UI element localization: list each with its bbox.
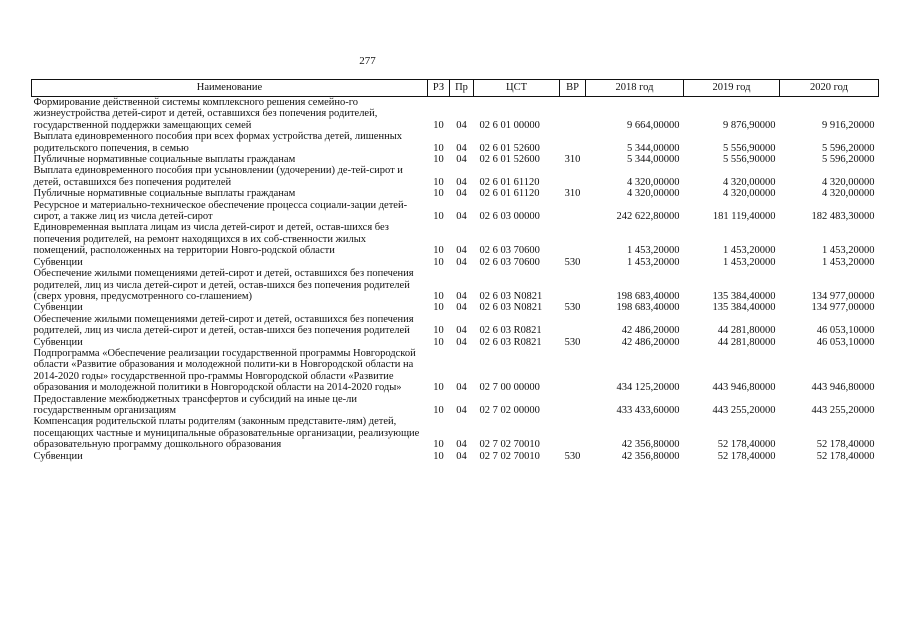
cell-y2020: 182 483,30000 <box>811 211 875 223</box>
cell-y2019: 1 453,20000 <box>723 256 776 268</box>
table-row <box>32 268 879 302</box>
header-2018: 2018 год <box>586 80 684 97</box>
cell-vr <box>560 200 586 223</box>
cell-rz: 10 <box>433 290 444 302</box>
cell-pr: 04 <box>456 154 467 166</box>
table-row <box>32 337 879 348</box>
header-2019: 2019 год <box>684 80 780 97</box>
cell-rz: 10 <box>433 302 444 314</box>
cell-rz: 10 <box>433 211 444 223</box>
cell-rz: 10 <box>433 176 444 188</box>
cell-rz: 10 <box>433 154 444 166</box>
cell-vr <box>560 314 586 337</box>
cell-y2019: 4 320,00000 <box>723 188 776 200</box>
table-row <box>32 188 879 199</box>
table-row <box>32 154 879 165</box>
cell-name: Подпрограмма «Обеспечение реализации государственной программы Новгородской области «Развитие образования и молодежной полити-ки в Новгородской области на 2014-2020 годы» государственной про-граммы Новгородской области «Развитие образования и молодежной политики в Новгородской области на 2014-2020 годы» <box>33 347 416 394</box>
cell-y2020: 5 596,20000 <box>822 154 875 166</box>
cell-pr: 04 <box>456 290 467 302</box>
cell-vr: 530 <box>564 256 581 268</box>
cell-y2019: 52 178,40000 <box>717 450 776 462</box>
cell-cst: 02 6 01 00000 <box>479 119 540 131</box>
cell-vr <box>560 348 586 394</box>
cell-pr: 04 <box>456 439 467 451</box>
cell-pr: 04 <box>456 336 467 348</box>
cell-y2020: 9 916,20000 <box>822 119 875 131</box>
header-rz: РЗ <box>428 80 450 97</box>
cell-name: Компенсация родительской платы родителям (законным представите-лям) детей, посещающих частные и муниципальные образовательные организации, реализующие образовательную программу дошкольного образования <box>33 416 420 451</box>
cell-cst: 02 6 01 52600 <box>479 142 540 154</box>
cell-y2018: 434 125,20000 <box>616 382 680 394</box>
cell-cst: 02 7 02 00000 <box>479 404 540 416</box>
header-pr: Пр <box>450 80 474 97</box>
header-vr: ВР <box>560 80 586 97</box>
cell-y2020: 46 053,10000 <box>816 325 875 337</box>
cell-y2019: 4 320,00000 <box>723 176 776 188</box>
cell-cst: 02 6 01 61120 <box>479 188 540 200</box>
cell-name: Предоставление межбюджетных трансфертов и субсидий на иные це-ли государственным организациям <box>33 393 358 416</box>
cell-cst: 02 6 03 70600 <box>479 245 540 257</box>
cell-rz: 10 <box>433 256 444 268</box>
table-row <box>32 97 879 132</box>
cell-pr: 04 <box>456 325 467 337</box>
cell-cst: 02 7 00 00000 <box>479 382 540 394</box>
cell-rz: 10 <box>433 382 444 394</box>
cell-y2019: 181 119,40000 <box>712 211 776 223</box>
table-row <box>32 257 879 268</box>
cell-vr <box>560 268 586 302</box>
cell-y2018: 42 356,80000 <box>621 450 680 462</box>
cell-y2020: 5 596,20000 <box>822 142 875 154</box>
cell-y2019: 135 384,40000 <box>712 290 776 302</box>
cell-cst: 02 6 03 N0821 <box>479 302 543 314</box>
cell-vr <box>560 416 586 450</box>
cell-y2020: 52 178,40000 <box>816 450 875 462</box>
cell-pr: 04 <box>456 119 467 131</box>
cell-name: Публичные нормативные социальные выплаты гражданам <box>33 154 296 166</box>
cell-rz: 10 <box>433 439 444 451</box>
cell-pr: 04 <box>456 450 467 462</box>
cell-pr: 04 <box>456 256 467 268</box>
cell-pr: 04 <box>456 404 467 416</box>
cell-cst: 02 7 02 70010 <box>479 450 540 462</box>
cell-vr: 530 <box>564 302 581 314</box>
cell-y2018: 198 683,40000 <box>616 302 680 314</box>
header-row <box>32 80 879 97</box>
cell-y2020: 134 977,00000 <box>811 290 875 302</box>
cell-cst: 02 6 03 R0821 <box>479 336 542 348</box>
cell-y2020: 46 053,10000 <box>816 336 875 348</box>
header-name: Наименование <box>32 80 428 97</box>
cell-y2018: 9 664,00000 <box>627 119 680 131</box>
cell-y2019: 44 281,80000 <box>717 336 776 348</box>
cell-vr <box>560 165 586 188</box>
cell-pr: 04 <box>456 211 467 223</box>
cell-vr: 310 <box>564 154 581 166</box>
cell-pr: 04 <box>456 302 467 314</box>
cell-cst: 02 6 03 R0821 <box>479 325 542 337</box>
cell-y2019: 9 876,90000 <box>723 119 776 131</box>
cell-y2018: 1 453,20000 <box>627 245 680 257</box>
cell-name: Ресурсное и материально-техническое обеспечение процесса социали-зации детей-сирот, а также лиц из числа детей-сирот <box>33 199 408 223</box>
cell-y2018: 198 683,40000 <box>616 290 680 302</box>
cell-y2018: 42 356,80000 <box>621 439 680 451</box>
page-number: 277 <box>359 55 376 67</box>
cell-y2020: 1 453,20000 <box>822 256 875 268</box>
cell-y2018: 4 320,00000 <box>627 188 680 200</box>
cell-y2020: 443 946,80000 <box>811 382 875 394</box>
cell-rz: 10 <box>433 325 444 337</box>
cell-vr: 530 <box>564 336 581 348</box>
cell-vr <box>560 97 586 132</box>
cell-rz: 10 <box>433 450 444 462</box>
cell-y2018: 433 433,60000 <box>616 404 680 416</box>
cell-pr: 04 <box>456 188 467 200</box>
cell-y2018: 5 344,00000 <box>627 142 680 154</box>
cell-y2019: 135 384,40000 <box>712 302 776 314</box>
cell-name: Субвенции <box>33 302 83 314</box>
cell-name: Выплата единовременного пособия при усыновлении (удочерении) де-тей-сирот и детей, оставшихся без попечения родителей <box>33 165 403 188</box>
cell-rz: 10 <box>433 119 444 131</box>
header-2020: 2020 год <box>780 80 879 97</box>
cell-rz: 10 <box>433 336 444 348</box>
cell-pr: 04 <box>456 382 467 394</box>
cell-y2018: 242 622,80000 <box>616 211 680 223</box>
cell-name: Обеспечение жилыми помещениями детей-сирот и детей, оставшихся без попечения родителей, лиц из числа детей-сирот и детей, остав-шихся без попечения родителей (сверх уровня, предусмотренного со-глашением) <box>33 268 414 302</box>
cell-pr: 04 <box>456 142 467 154</box>
cell-y2020: 134 977,00000 <box>811 302 875 314</box>
table-row <box>32 302 879 313</box>
cell-name: Публичные нормативные социальные выплаты гражданам <box>33 188 296 200</box>
cell-name: Формирование действенной системы комплексного решения семейно-го жизнеустройства детей-сирот и детей, оставшихся без попечения родителей, государственной поддержки замещающих семей <box>33 97 378 131</box>
table-row <box>32 394 879 417</box>
cell-name: Выплата единовременного пособия при всех формах устройства детей, лишенных родительского попечения, в семью <box>33 131 403 154</box>
cell-cst: 02 6 01 52600 <box>479 154 540 166</box>
table-row <box>32 200 879 223</box>
cell-name: Единовременная выплата лицам из числа детей-сирот и детей, остав-шихся без попечения родителей, на ремонт находящихся в их соб-ственности жилых помещений, расположенных на территории Новго-родской области <box>33 222 389 257</box>
cell-y2020: 4 320,00000 <box>822 176 875 188</box>
table-row <box>32 165 879 188</box>
cell-y2020: 443 255,20000 <box>811 404 875 416</box>
cell-y2019: 443 255,20000 <box>712 404 776 416</box>
table-row <box>32 451 879 462</box>
cell-y2019: 1 453,20000 <box>723 245 776 257</box>
table-body <box>32 97 879 463</box>
cell-y2019: 52 178,40000 <box>717 439 776 451</box>
cell-name: Субвенции <box>33 336 83 348</box>
cell-vr <box>560 131 586 154</box>
table-row <box>32 416 879 450</box>
cell-vr: 310 <box>564 188 581 200</box>
cell-cst: 02 6 01 61120 <box>479 176 540 188</box>
budget-table <box>31 79 879 462</box>
cell-y2018: 42 486,20000 <box>621 325 680 337</box>
cell-y2019: 44 281,80000 <box>717 325 776 337</box>
table-row <box>32 348 879 394</box>
cell-rz: 10 <box>433 245 444 257</box>
cell-rz: 10 <box>433 188 444 200</box>
cell-y2019: 5 556,90000 <box>723 154 776 166</box>
table-header <box>32 80 879 97</box>
header-cst: ЦСТ <box>474 80 560 97</box>
cell-pr: 04 <box>456 176 467 188</box>
cell-name: Субвенции <box>33 256 83 268</box>
cell-rz: 10 <box>433 142 444 154</box>
cell-vr: 530 <box>564 450 581 462</box>
cell-vr <box>560 394 586 417</box>
cell-cst: 02 7 02 70010 <box>479 439 540 451</box>
cell-y2020: 1 453,20000 <box>822 245 875 257</box>
cell-cst: 02 6 03 N0821 <box>479 290 543 302</box>
cell-y2018: 42 486,20000 <box>621 336 680 348</box>
cell-y2020: 52 178,40000 <box>816 439 875 451</box>
cell-y2020: 4 320,00000 <box>822 188 875 200</box>
cell-name: Обеспечение жилыми помещениями детей-сирот и детей, оставшихся без попечения родителей, лиц из числа детей-сирот и детей, остав-шихся без попечения родителей <box>33 313 414 337</box>
cell-y2018: 1 453,20000 <box>627 256 680 268</box>
table-row <box>32 131 879 154</box>
cell-vr <box>560 222 586 256</box>
cell-pr: 04 <box>456 245 467 257</box>
cell-cst: 02 6 03 70600 <box>479 256 540 268</box>
cell-y2018: 4 320,00000 <box>627 176 680 188</box>
table-row <box>32 222 879 256</box>
cell-name: Субвенции <box>33 450 83 462</box>
table-row <box>32 314 879 337</box>
cell-y2019: 443 946,80000 <box>712 382 776 394</box>
cell-cst: 02 6 03 00000 <box>479 211 540 223</box>
cell-rz: 10 <box>433 404 444 416</box>
cell-y2018: 5 344,00000 <box>627 154 680 166</box>
cell-y2019: 5 556,90000 <box>723 142 776 154</box>
